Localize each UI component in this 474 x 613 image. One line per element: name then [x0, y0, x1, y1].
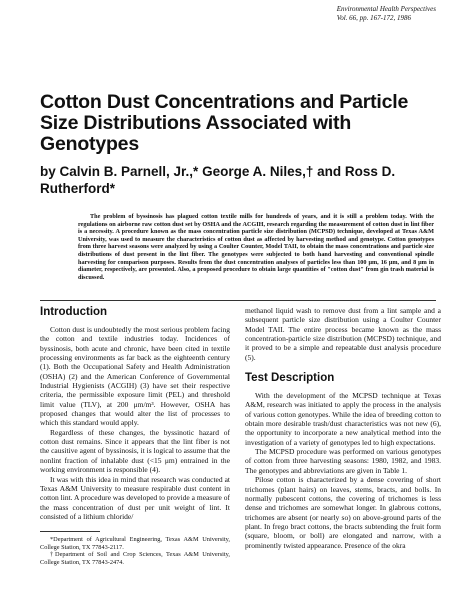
author-line: by Calvin B. Parnell, Jr.,* George A. Niles,† and Ross D. Rutherford* — [40, 164, 396, 196]
intro-paragraph-1: Cotton dust is undoubtedly the most serious problem facing the cotton and textile industries today. Incidences of byssinosis, both acute and chronic, have been cited in textile processing environments as far back as the eighteenth century (1). Both the Occupational Safety and Health Administration (OSHA) (2) and the American Conference of Governmental Industrial Hygienists (ACGIH) (3) have set their respective criteria, the permissible exposure limit (PEL) and threshold limit value (TLV), at 200 μm/m³. However, OSHA has proposed changes that would alter the list of processes to which this standard would apply. — [40, 325, 230, 428]
footnote-2: †Department of Soil and Crop Sciences, Texas A&M University, College Station, TX 77843-2474. — [40, 551, 230, 566]
journal-name: Environmental Health Perspectives — [336, 5, 436, 13]
section-divider — [40, 300, 436, 301]
left-column — [40, 306, 230, 567]
intro-paragraph-3: It was with this idea in mind that research was conducted at Texas A&M University to measure respirable dust content in cotton lint. A procedure was developed to provide a measure of the mass concentration of dust per unit weight of lint. It consisted of a lithium chloride/ — [40, 474, 230, 521]
right-column — [245, 306, 441, 550]
footnote-1: *Department of Agricultural Engineering, Texas A&M University, College Station, TX 77843-2117. — [40, 536, 230, 551]
test-paragraph-3: Pilose cotton is characterized by a dense covering of short trichomes (plant hairs) on leaves, stems, bracts, and bolls. In normally pubescent cottons, the covering of trichomes is less dense and trichomes are somewhat longer. In glabrous cottons, trichomes are absent (or nearly so) on above-ground parts of the plant. In frego bract cottons, the bracts subtending the fruit form (square, bloom, or boll) are elongated and narrow, with a prominently twisted appearance. Presence of the okra — [245, 475, 441, 550]
test-paragraph-2: The MCPSD procedure was performed on various genotypes of cotton from three harvesting seasons: 1980, 1982, and 1983. The genotypes and abbreviations are given in Table 1. — [245, 447, 441, 475]
abstract: The problem of byssinosis has plagued cotton textile mills for hundreds of years, and it is still a problem today. With the regulations on airborne raw cotton dust set by OSHA and the ACGIH, research regarding the measurement of cotton dust in lint fiber is a necessity. A procedure known as the mass concentration particle size distribution (MCPSD) technique, developed at Texas A&M University, was used to measure the characteristics of cotton dust as affected by harvesting method and genotype. Cotton genotypes from three harvest seasons were analyzed by using a Coulter Counter, Model TAII, to obtain the mass concentrations and particle size distributions of dust present in the lint fiber. The genotypes were subjected to both hand harvesting and conventional spindle harvesting for comparison purposes. Results from the dust concentration analyses of particles less than 100 μm, 16 μm, and 8 μm in diameter, respectively, are presented. Also, a proposed procedure to obtain large quantities of "cotton dust" from gin trash material is discussed. — [78, 213, 434, 281]
journal-volume: Vol. 66, pp. 167-172, 1986 — [336, 13, 411, 22]
journal-header — [337, 5, 436, 22]
test-description-heading: Test Description — [245, 372, 335, 385]
continued-paragraph: methanol liquid wash to remove dust from a lint sample and a subsequent particle size distribution using a Coulter Counter Model TAII. The entire process became known as the mass concentration-particle size distribution (MCPSD) technique, and it proved to be a simple and repeatable dust analysis procedure (5). — [245, 306, 441, 362]
test-paragraph-1: With the development of the MCPSD technique at Texas A&M, research was initiated to apply the process in the analysis of various cotton genotypes. While the idea of breeding cotton to obtain more desirable trash/dust characteristics was not new (6), the opportunity to incorporate a new analytical method into the investigation of a variety of genotypes led to high expectations. — [245, 391, 441, 447]
introduction-heading: Introduction — [40, 306, 108, 318]
footnote-rule — [40, 531, 100, 532]
intro-paragraph-2: Regardless of these changes, the byssinotic hazard of cotton dust remains. Since it appears that the lint fiber is not the causitive agent of byssinosis, it is logical to assume that the nonlint fraction of inhalable dust (<15 μm) entrained in the working environment is responsible (4). — [40, 427, 230, 475]
paper-title: Cotton Dust Concentrations and Particle Size Distributions Associated with Genotypes — [40, 91, 409, 155]
